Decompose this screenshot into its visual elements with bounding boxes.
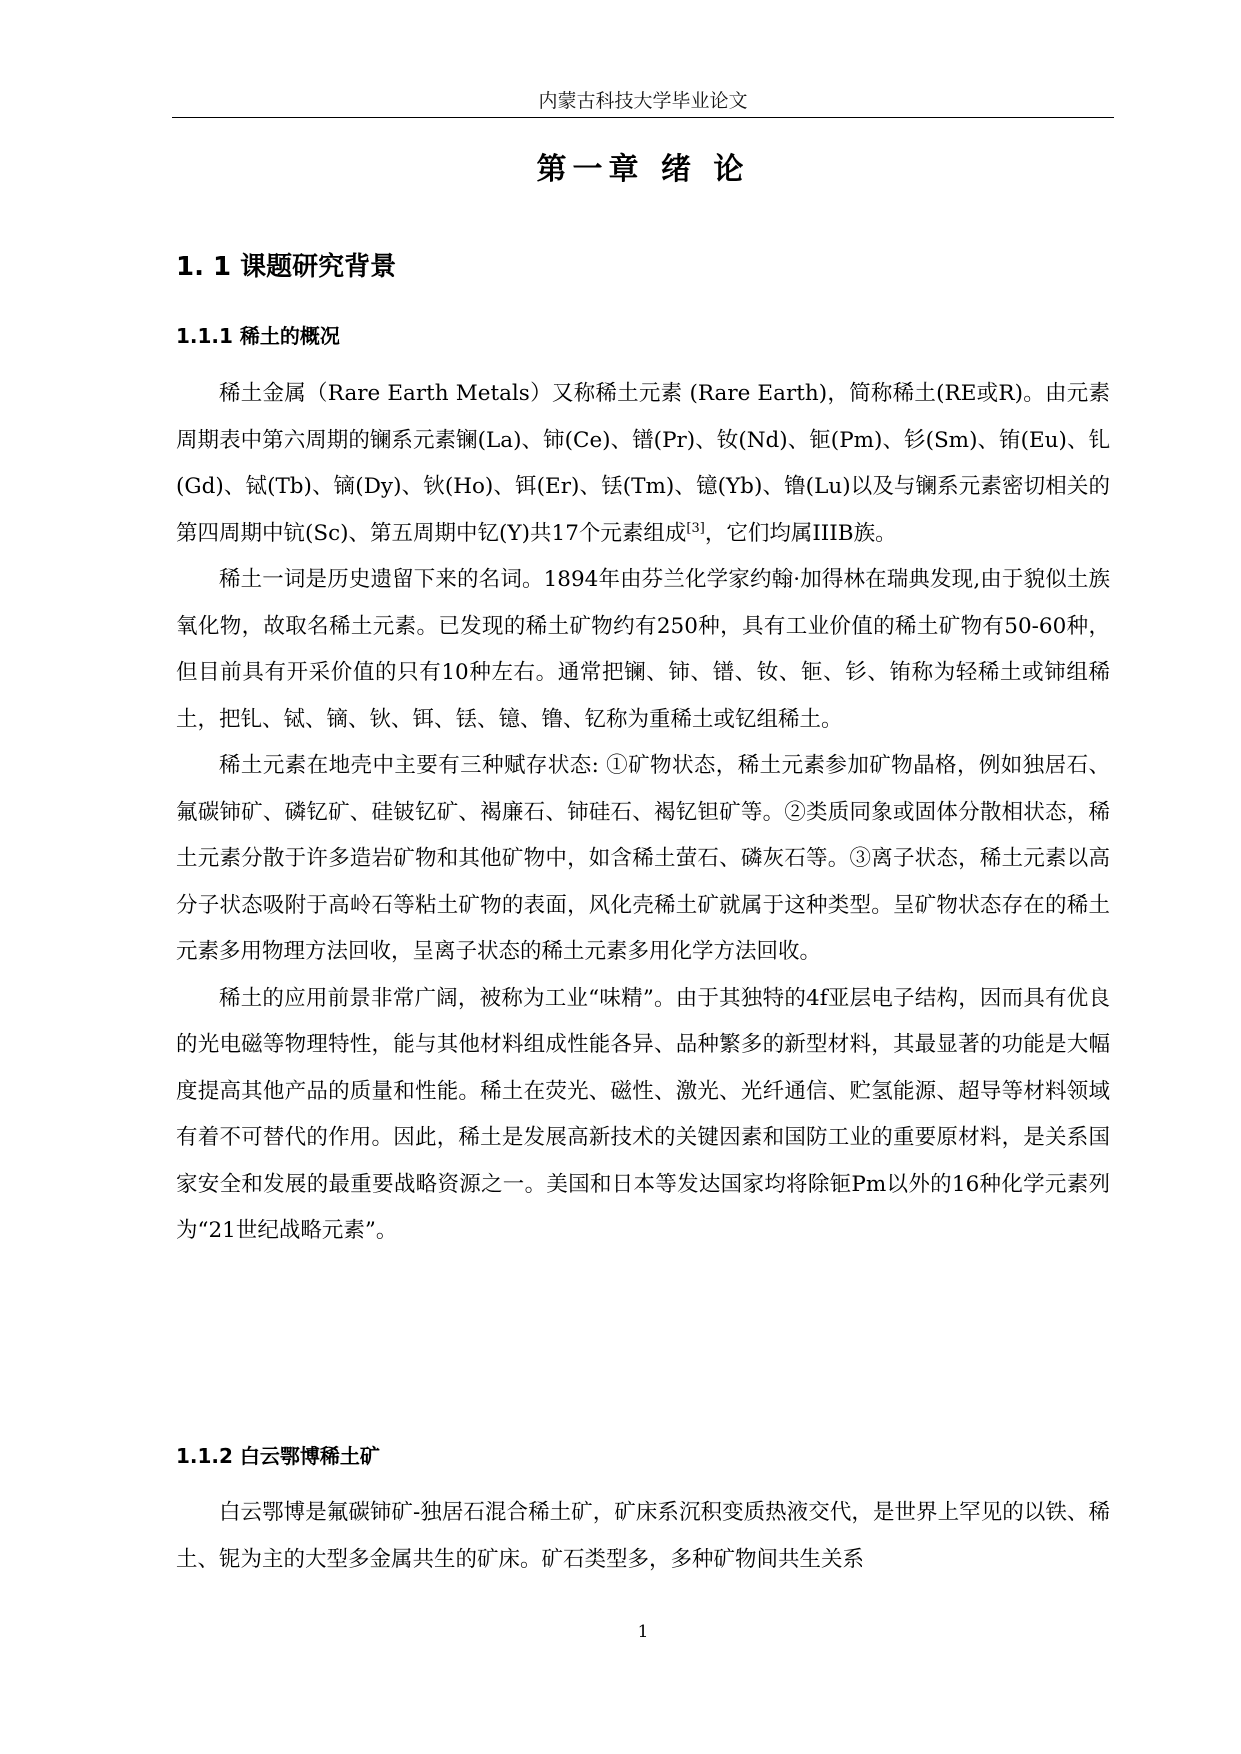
paragraph: 稀土的应用前景非常广阔，被称为工业“味精”。由于其独特的4f亚层电子结构，因而具有优良的光电磁等物理特性，能与其他材料组成性能各异、品种繁多的新型材料，其最显著的功能是大幅度提高其他产品的质量和性能。稀土在荧光、磁性、激光、光纤通信、贮氢能源、超导等材料领域有着不可替代的作用。因此，稀土是发展高新技术的关键因素和国防工业的重要原材料，是关系国家安全和发展的最重要战略资源之一。美国和日本等发达国家均将除钷Pm以外的16种化学元素列为“21世纪战略元素”。 [176, 985, 1110, 1243]
subsection-heading-1-1-1: 1.1.1 稀土的概况 [176, 324, 340, 348]
paragraph: 稀土一词是历史遗留下来的名词。1894年由芬兰化学家约翰·加得林在瑞典发现,由于貌似土族氧化物，故取名稀土元素。已发现的稀土矿物约有250种，具有工业价值的稀土矿物有50-60种，但目前具有开采价值的只有10种左右。通常把镧、铈、镨、钕、钷、钐、铕称为轻稀土或铈组稀土，把钆、铽、镝、钬、铒、铥、镱、镥、钇称为重稀土或钇组稀土。 [176, 567, 1110, 732]
paragraph: 白云鄂博是氟碳铈矿-独居石混合稀土矿，矿床系沉积变质热液交代，是世界上罕见的以铁、稀土、铌为主的大型多金属共生的矿床。矿石类型多，多种矿物间共生关系 [176, 1500, 1110, 1572]
running-header: 内蒙古科技大学毕业论文 [538, 90, 748, 112]
paragraph: 稀土元素在地壳中主要有三种赋存状态: ①矿物状态，稀土元素参加矿物晶格，例如独居石、氟碳铈矿、磷钇矿、硅铍钇矿、褐廉石、铈硅石、褐钇钽矿等。②类质同象或固体分散相状态，稀土元素分散于许多造岩矿物和其他矿物中，如含稀土萤石、磷灰石等。③离子状态，稀土元素以高分子状态吸附于高岭石等粘土矿物的表面，风化壳稀土矿就属于这种类型。呈矿物状态存在的稀土元素多用物理方法回收，呈离子状态的稀土元素多用化学方法回收。 [176, 753, 1110, 964]
subsection-1-1-2-body [176, 1490, 1110, 1583]
paragraph-text-tail: ，它们均属IIIB族。 [704, 520, 897, 546]
subsection-1-1-1-body [176, 371, 1110, 1255]
header-rule [172, 117, 1114, 118]
citation-reference: [3] [686, 520, 705, 536]
paragraph [176, 371, 1110, 557]
subsection-heading-1-1-2: 1.1.2 白云鄂博稀土矿 [176, 1444, 380, 1468]
paragraph-text: 稀土金属（Rare Earth Metals）又称稀土元素 (Rare Earth)，简称稀土(RE或R)。由元素周期表中第六周期的镧系元素镧(La)、铈(Ce)、镨(Pr)、钕(Nd)、钷(Pm)、钐(Sm)、铕(Eu)、钆(Gd)、铽(Tb)、镝(Dy)、钬(Ho)、铒(Er)、铥(Tm)、镱(Yb)、镥(Lu)以及与镧系元素密切相关的第四周期中钪(Sc)、第五周期中钇(Y)共17个元素组成 [176, 381, 1110, 546]
section-heading-1-1: 1. 1 课题研究背景 [176, 252, 397, 282]
chapter-title: 第一章 绪 论 [536, 152, 750, 187]
page-number: 1 [637, 1622, 649, 1642]
